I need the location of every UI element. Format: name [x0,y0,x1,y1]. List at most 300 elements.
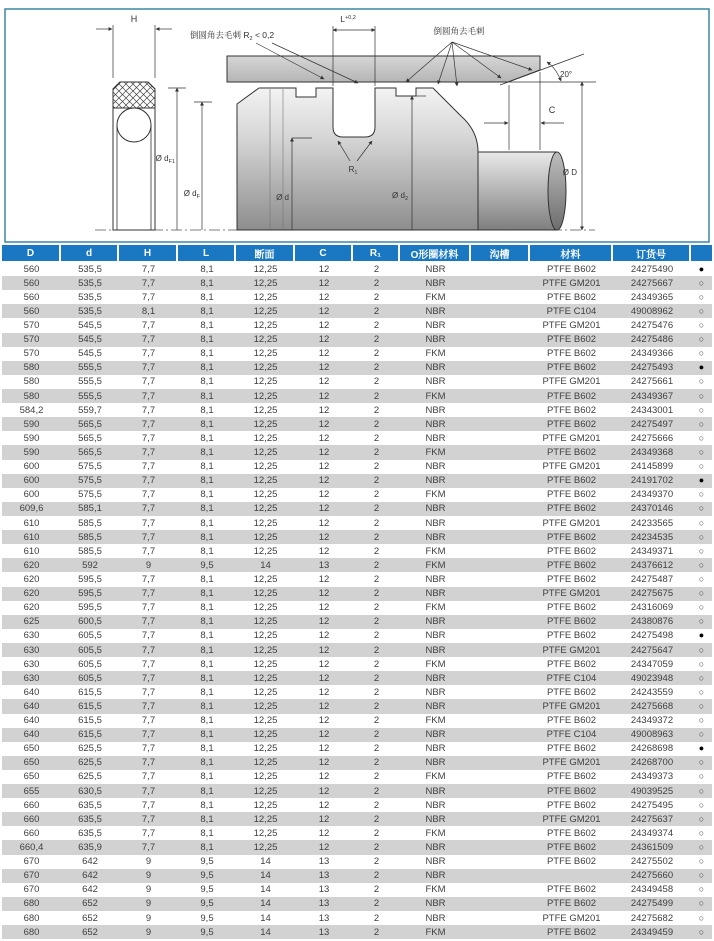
cell-d: 545,5 [78,334,102,346]
cell-duanmian: 12,25 [253,446,278,458]
cell-d: 635,9 [78,842,102,854]
cell-D: 560 [23,277,40,289]
cell-duanmian: 12,25 [253,644,278,656]
cell-C: 12 [318,489,330,501]
table-row [2,502,712,516]
cell-C: 12 [318,461,330,473]
cell-L: 8,1 [200,432,214,444]
cell-C: 12 [318,644,330,656]
cell-C: 12 [318,517,330,529]
availability-dot-open: ○ [698,447,705,457]
cell-order-number: 24145899 [630,461,674,473]
cell-order-number: 24349373 [630,771,674,783]
cell-order-number: 24349371 [630,545,674,557]
cell-C: 12 [318,602,330,614]
cell-material: PTFE B602 [546,418,597,430]
cell-material: PTFE B602 [546,362,597,374]
availability-dot-open: ○ [698,716,705,726]
column-header-D: D [2,245,61,261]
cell-H: 7,7 [141,517,156,529]
cell-R1: 2 [373,588,380,600]
cell-oring-material: FKM [425,446,446,458]
table-row [2,318,712,332]
label-dia-d: Ø d [276,193,289,202]
label-C: C [548,105,556,115]
cell-D: 660 [23,799,40,811]
cell-H: 7,7 [141,672,156,684]
table-row [2,869,712,883]
cell-D: 670 [23,856,40,868]
cell-duanmian: 12,25 [253,573,278,585]
cell-material: PTFE C104 [546,729,597,741]
cell-d: 625,5 [78,771,102,783]
cell-d: 605,5 [78,644,102,656]
cell-order-number: 24275502 [630,856,674,868]
cell-H: 7,7 [141,644,156,656]
cell-D: 630 [23,630,40,642]
column-header-C: C [295,245,353,261]
cell-order-number: 24349458 [630,884,674,896]
cell-duanmian: 12,25 [253,658,278,670]
cell-R1: 2 [373,658,380,670]
availability-dot-open: ○ [698,504,705,514]
cell-L: 9,5 [200,870,214,882]
availability-dot-open: ○ [698,758,705,768]
cell-H: 7,7 [141,545,156,557]
cell-oring-material: FKM [425,559,446,571]
cell-oring-material: NBR [425,700,446,712]
cell-d: 592 [82,559,98,571]
availability-dot-open: ○ [698,800,705,810]
cell-D: 660 [23,827,40,839]
table-row [2,375,712,389]
cell-oring-material: FKM [425,291,446,303]
cell-C: 12 [318,672,330,684]
cell-H: 7,7 [141,785,156,797]
cell-oring-material: NBR [425,813,446,825]
cell-C: 12 [318,531,330,543]
cell-d: 605,5 [78,658,102,670]
cell-oring-material: NBR [425,616,446,628]
cell-d: 545,5 [78,319,102,331]
cell-order-number: 24233565 [630,517,674,529]
cell-C: 12 [318,334,330,346]
cell-duanmian: 12,25 [253,700,278,712]
table-row [2,784,712,798]
cell-H: 9 [145,870,152,882]
label-H: H [130,14,138,24]
cell-D: 620 [23,588,40,600]
cell-H: 7,7 [141,573,156,585]
cell-oring-material: NBR [425,856,446,868]
cell-D: 580 [23,376,40,388]
cell-duanmian: 12,25 [253,616,278,628]
cell-material: PTFE B602 [546,334,597,346]
cell-material: PTFE GM201 [542,461,601,473]
cell-H: 7,7 [141,658,156,670]
cell-order-number: 24275668 [630,700,674,712]
cell-d: 635,5 [78,827,102,839]
cell-D: 570 [23,348,40,360]
cell-D: 609,6 [19,503,44,515]
cell-oring-material: NBR [425,305,446,317]
cell-d: 615,5 [78,700,102,712]
cell-oring-material: NBR [425,362,446,374]
cell-C: 12 [318,503,330,515]
table-row [2,460,712,474]
cell-material: PTFE B602 [546,489,597,501]
cell-oring-material: FKM [425,884,446,896]
cell-order-number: 49023948 [630,672,674,684]
cell-R1: 2 [373,404,380,416]
cell-H: 7,7 [141,588,156,600]
cell-L: 8,1 [200,277,214,289]
cell-H: 7,7 [141,362,156,374]
availability-dot-open: ○ [698,885,705,895]
availability-dot-open: ○ [698,645,705,655]
cell-order-number: 24343001 [630,404,674,416]
cell-H: 7,7 [141,686,156,698]
cell-H: 7,7 [141,348,156,360]
cell-duanmian: 14 [260,926,271,938]
cell-C: 12 [318,686,330,698]
label-dia-D: Ø D [562,168,577,177]
cell-L: 8,1 [200,348,214,360]
cell-order-number: 24243559 [630,686,674,698]
cell-material: PTFE B602 [546,799,597,811]
cell-R1: 2 [373,517,380,529]
availability-dot-open: ○ [698,843,705,853]
cell-order-number: 24376612 [630,559,674,571]
cell-H: 7,7 [141,799,156,811]
cell-C: 12 [318,390,330,402]
cell-d: 605,5 [78,630,102,642]
column-header-L: L [178,245,236,261]
seal-cross-section [113,82,155,230]
cell-C: 12 [318,404,330,416]
cell-d: 635,5 [78,799,102,811]
availability-dot-open: ○ [698,278,705,288]
cell-oring-material: NBR [425,588,446,600]
column-header-groove: 沟槽 [471,245,530,261]
cell-C: 13 [318,559,330,571]
cell-C: 13 [318,898,330,910]
cell-d: 585,5 [78,517,102,529]
cell-material: PTFE B602 [546,390,597,402]
mating-rod [227,56,540,82]
cell-L: 8,1 [200,291,214,303]
cell-order-number: 24349368 [630,446,674,458]
cell-d: 652 [82,912,98,924]
cell-oring-material: FKM [425,348,446,360]
label-dia-dF: Ø $d_F$ [183,189,200,200]
table-row [2,840,712,854]
cell-order-number: 24347059 [630,658,674,670]
cell-oring-material: NBR [425,799,446,811]
cell-H: 7,7 [141,446,156,458]
cell-D: 600 [23,475,40,487]
table-row [2,474,712,488]
cell-material: PTFE GM201 [542,432,601,444]
cell-R1: 2 [373,926,380,938]
cell-oring-material: NBR [425,503,446,515]
cell-duanmian: 12,25 [253,319,278,331]
label-deburr-left: 倒圆角去毛刺 $R_2 < 0,2$ [190,30,275,42]
cell-material: PTFE B602 [546,827,597,839]
cell-D: 630 [23,658,40,670]
availability-dot-open: ○ [698,546,705,556]
cell-R1: 2 [373,545,380,557]
cell-L: 8,1 [200,503,214,515]
cell-D: 680 [23,912,40,924]
cell-R1: 2 [373,446,380,458]
cell-d: 635,5 [78,813,102,825]
cell-L: 8,1 [200,319,214,331]
cell-R1: 2 [373,277,380,289]
availability-dot-open: ○ [698,617,705,627]
cell-duanmian: 12,25 [253,771,278,783]
cell-duanmian: 14 [260,559,271,571]
cell-oring-material: NBR [425,644,446,656]
cell-H: 7,7 [141,263,156,275]
cell-C: 12 [318,432,330,444]
cell-R1: 2 [373,376,380,388]
cell-duanmian: 12,25 [253,743,278,755]
cell-order-number: 24349365 [630,291,674,303]
cell-D: 590 [23,418,40,430]
cell-oring-material: NBR [425,898,446,910]
cell-duanmian: 12,25 [253,432,278,444]
cell-D: 630 [23,672,40,684]
cell-duanmian: 14 [260,912,271,924]
availability-dot-open: ○ [698,589,705,599]
table-row [2,544,712,558]
cell-duanmian: 12,25 [253,842,278,854]
cell-R1: 2 [373,348,380,360]
cell-oring-material: FKM [425,658,446,670]
cell-H: 7,7 [141,291,156,303]
cell-material: PTFE B602 [546,785,597,797]
cell-duanmian: 12,25 [253,799,278,811]
cell-duanmian: 12,25 [253,461,278,473]
cell-order-number: 49008963 [630,729,674,741]
cell-H: 7,7 [141,827,156,839]
table-row [2,742,712,756]
table-row [2,572,712,586]
availability-dot-open: ○ [698,391,705,401]
availability-dot-open: ○ [698,560,705,570]
cell-order-number: 24370146 [630,503,674,515]
cell-order-number: 24275490 [630,263,674,275]
cell-L: 8,1 [200,743,214,755]
cell-H: 9 [145,912,152,924]
cell-material: PTFE C104 [546,305,597,317]
cell-C: 13 [318,856,330,868]
cell-R1: 2 [373,390,380,402]
cell-H: 7,7 [141,390,156,402]
cell-order-number: 24275682 [630,912,674,924]
cell-material: PTFE B602 [546,686,597,698]
cell-H: 9 [145,926,152,938]
cell-C: 12 [318,277,330,289]
cell-order-number: 24275637 [630,813,674,825]
cell-R1: 2 [373,799,380,811]
cell-C: 12 [318,348,330,360]
cell-order-number: 24349374 [630,827,674,839]
cell-D: 580 [23,390,40,402]
cell-C: 12 [318,827,330,839]
cell-material: PTFE B602 [546,559,597,571]
cell-R1: 2 [373,700,380,712]
availability-dot-open: ○ [698,687,705,697]
cell-H: 7,7 [141,503,156,515]
cell-material: PTFE GM201 [542,517,601,529]
availability-dot-open: ○ [698,857,705,867]
cell-D: 610 [23,545,40,557]
cell-material: PTFE GM201 [542,912,601,924]
cell-H: 9 [145,856,152,868]
cell-duanmian: 14 [260,856,271,868]
cell-d: 605,5 [78,672,102,684]
table-row [2,290,712,304]
cell-R1: 2 [373,729,380,741]
cell-H: 7,7 [141,489,156,501]
cell-D: 600 [23,489,40,501]
cell-order-number: 24275666 [630,432,674,444]
table-row [2,558,712,572]
cell-L: 8,1 [200,842,214,854]
cell-order-number: 24349372 [630,715,674,727]
cell-L: 9,5 [200,559,214,571]
cell-R1: 2 [373,319,380,331]
table-row [2,276,712,290]
availability-dot-open: ○ [698,405,705,415]
cell-d: 555,5 [78,376,102,388]
cell-R1: 2 [373,531,380,543]
cell-L: 8,1 [200,531,214,543]
cell-material: PTFE GM201 [542,700,601,712]
cell-L: 8,1 [200,489,214,501]
cell-oring-material: NBR [425,277,446,289]
availability-dot-open: ○ [698,306,705,316]
cell-order-number: 24234535 [630,531,674,543]
cell-H: 7,7 [141,771,156,783]
availability-dot-open: ○ [698,292,705,302]
table-row [2,615,712,629]
size-table [0,245,714,939]
cell-D: 560 [23,263,40,275]
cell-oring-material: NBR [425,334,446,346]
column-header-H: H [119,245,178,261]
cell-order-number: 24191702 [630,475,674,487]
cell-H: 7,7 [141,277,156,289]
cell-C: 12 [318,305,330,317]
cell-order-number: 24275486 [630,334,674,346]
cell-R1: 2 [373,573,380,585]
cell-material: PTFE GM201 [542,588,601,600]
availability-dot-open: ○ [698,518,705,528]
column-header-duanmian: 断面 [236,245,295,261]
table-row [2,812,712,826]
cell-duanmian: 12,25 [253,517,278,529]
cell-L: 8,1 [200,672,214,684]
label-dia-dF1: Ø $d_{F1}$ [155,154,175,165]
cell-C: 12 [318,799,330,811]
cell-C: 12 [318,813,330,825]
cell-L: 8,1 [200,573,214,585]
cell-material: PTFE GM201 [542,277,601,289]
cell-L: 9,5 [200,884,214,896]
cell-L: 8,1 [200,517,214,529]
cell-D: 655 [23,785,40,797]
cell-order-number: 24275476 [630,319,674,331]
cell-oring-material: FKM [425,715,446,727]
cell-R1: 2 [373,616,380,628]
cell-L: 8,1 [200,827,214,839]
cell-material: PTFE GM201 [542,376,601,388]
cell-duanmian: 12,25 [253,729,278,741]
cell-duanmian: 12,25 [253,291,278,303]
cell-C: 12 [318,545,330,557]
cell-order-number: 24349366 [630,348,674,360]
cell-H: 7,7 [141,842,156,854]
cell-d: 625,5 [78,757,102,769]
cell-order-number: 24275497 [630,418,674,430]
cell-H: 7,7 [141,700,156,712]
cell-H: 7,7 [141,319,156,331]
cell-D: 640 [23,729,40,741]
cell-duanmian: 12,25 [253,757,278,769]
cell-D: 580 [23,362,40,374]
cell-R1: 2 [373,291,380,303]
cell-H: 7,7 [141,334,156,346]
cell-material: PTFE B602 [546,291,597,303]
cell-material: PTFE B602 [546,842,597,854]
cell-d: 565,5 [78,446,102,458]
cell-oring-material: NBR [425,517,446,529]
cell-L: 8,1 [200,376,214,388]
cell-material: PTFE C104 [546,672,597,684]
cell-C: 12 [318,418,330,430]
cell-D: 610 [23,531,40,543]
cell-R1: 2 [373,418,380,430]
cell-C: 13 [318,884,330,896]
table-row [2,361,712,375]
cell-R1: 2 [373,475,380,487]
cell-material: PTFE B602 [546,898,597,910]
cell-duanmian: 12,25 [253,348,278,360]
cell-L: 8,1 [200,545,214,557]
cell-C: 12 [318,771,330,783]
cell-C: 12 [318,616,330,628]
cell-D: 570 [23,319,40,331]
table-row [2,530,712,544]
cell-L: 8,1 [200,785,214,797]
cell-oring-material: NBR [425,912,446,924]
cell-d: 555,5 [78,362,102,374]
cell-order-number: 24268700 [630,757,674,769]
cell-duanmian: 14 [260,898,271,910]
availability-dot-open: ○ [698,320,705,330]
seal-groove-drawing [0,0,714,245]
cell-oring-material: NBR [425,418,446,430]
cell-duanmian: 14 [260,884,271,896]
cell-L: 8,1 [200,334,214,346]
cell-d: 545,5 [78,348,102,360]
cell-H: 7,7 [141,404,156,416]
cell-d: 565,5 [78,432,102,444]
cell-L: 8,1 [200,390,214,402]
